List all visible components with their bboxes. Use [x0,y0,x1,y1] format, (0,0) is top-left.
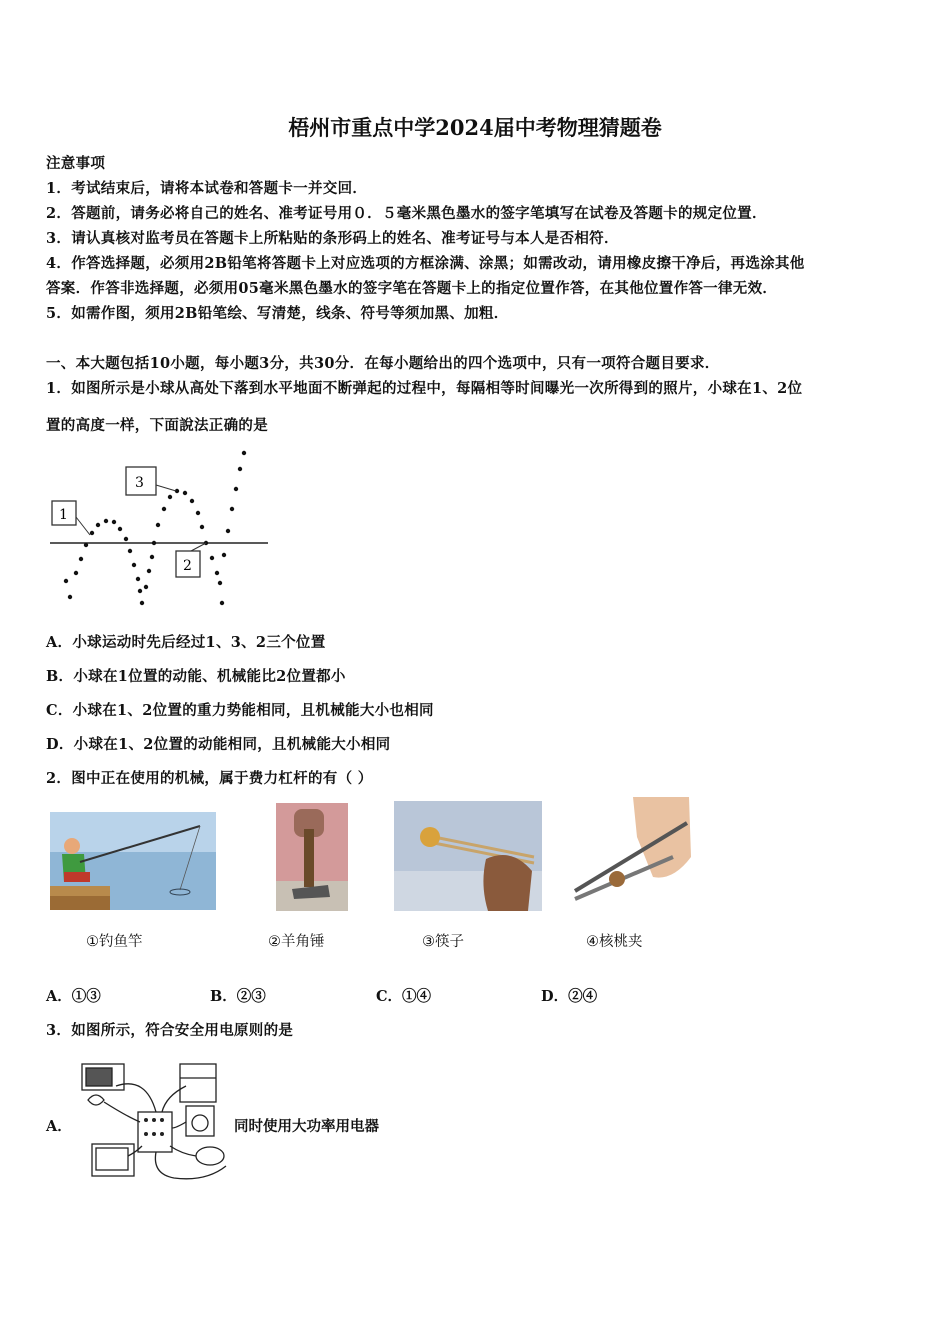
notice-item-1: 1．考试结束后，请将本试卷和答题卡一并交回． [46,180,368,197]
q2-stem: 2．图中正在使用的机械，属于费力杠杆的有（ ） [46,770,373,787]
caption-nutcracker: ④核桃夹 [586,934,643,950]
q1-option-d: D．小球在1、2位置的动能相同，且机械能大小相同 [46,736,391,753]
bouncing-ball-figure [46,445,276,610]
q2-option-a: A．①③ [46,988,101,1005]
label-1: 1 [59,507,68,523]
caption-claw-hammer: ②羊角锤 [268,934,325,950]
section-heading: 一、本大题包括10小题，每小题3分，共30分．在每小题给出的四个选项中，只有一项符合题目要求． [46,355,720,372]
page-title: 梧州市重点中学2024届中考物理猜题卷 [288,115,662,140]
q3-option-a-text: 同时使用大功率用电器 [234,1118,379,1135]
q1-option-c: C．小球在1、2位置的重力势能相同，且机械能大小也相同 [46,702,434,719]
notice-item-5: 5．如需作图，须用2B铅笔绘、写清楚，线条、符号等须加黑、加粗． [46,305,509,322]
notice-item-3: 3．请认真核对监考员在答题卡上所粘贴的条形码上的姓名、准考证号与本人是否相符． [46,230,619,247]
notice-item-4-cont: 答案．作答非选择题，必须用05毫米黑色墨水的签字笔在答题卡上的指定位置作答，在其他位置作答一律无效． [46,280,778,297]
q2-option-c: C．①④ [376,988,432,1005]
q2-option-d: D．②④ [541,988,598,1005]
q3-stem: 3．如图所示，符合安全用电原则的是 [46,1022,294,1039]
q1-stem-line1: 1．如图所示是小球从高处下落到水平地面不断弹起的过程中，每隔相等时间曝光一次所得到的照片，小球在1、2位 [46,380,803,397]
q2-option-b: B．②③ [210,988,266,1005]
notice-item-2: 2．答题前，请务必将自己的姓名、准考证号用０．５毫米黑色墨水的签字笔填写在试卷及答题卡的规定位置． [46,205,767,222]
q1-stem-line2: 置的高度一样，下面說法正确的是 [46,417,268,434]
q3-option-a-letter: A． [46,1118,72,1135]
label-3: 3 [135,475,144,491]
caption-fishing-rod: ①钓鱼竿 [86,934,143,950]
appliances-drawing [76,1056,236,1186]
caption-chopsticks: ③筷子 [422,934,464,950]
label-2: 2 [183,558,192,574]
q1-option-a: A．小球运动时先后经过1、3、2三个位置 [46,634,326,651]
notice-item-4: 4．作答选择题，必须用2B铅笔将答题卡上对应选项的方框涂满、涂黑；如需改动，请用橡皮擦干净后，再选涂其他 [46,255,805,272]
fishing-rod-image [50,812,216,910]
notice-heading: 注意事项 [46,155,106,172]
claw-hammer-image [276,803,348,911]
nutcracker-image [563,797,693,909]
q1-option-b: B．小球在1位置的动能、机械能比2位置都小 [46,668,346,685]
chopsticks-image [394,801,542,911]
